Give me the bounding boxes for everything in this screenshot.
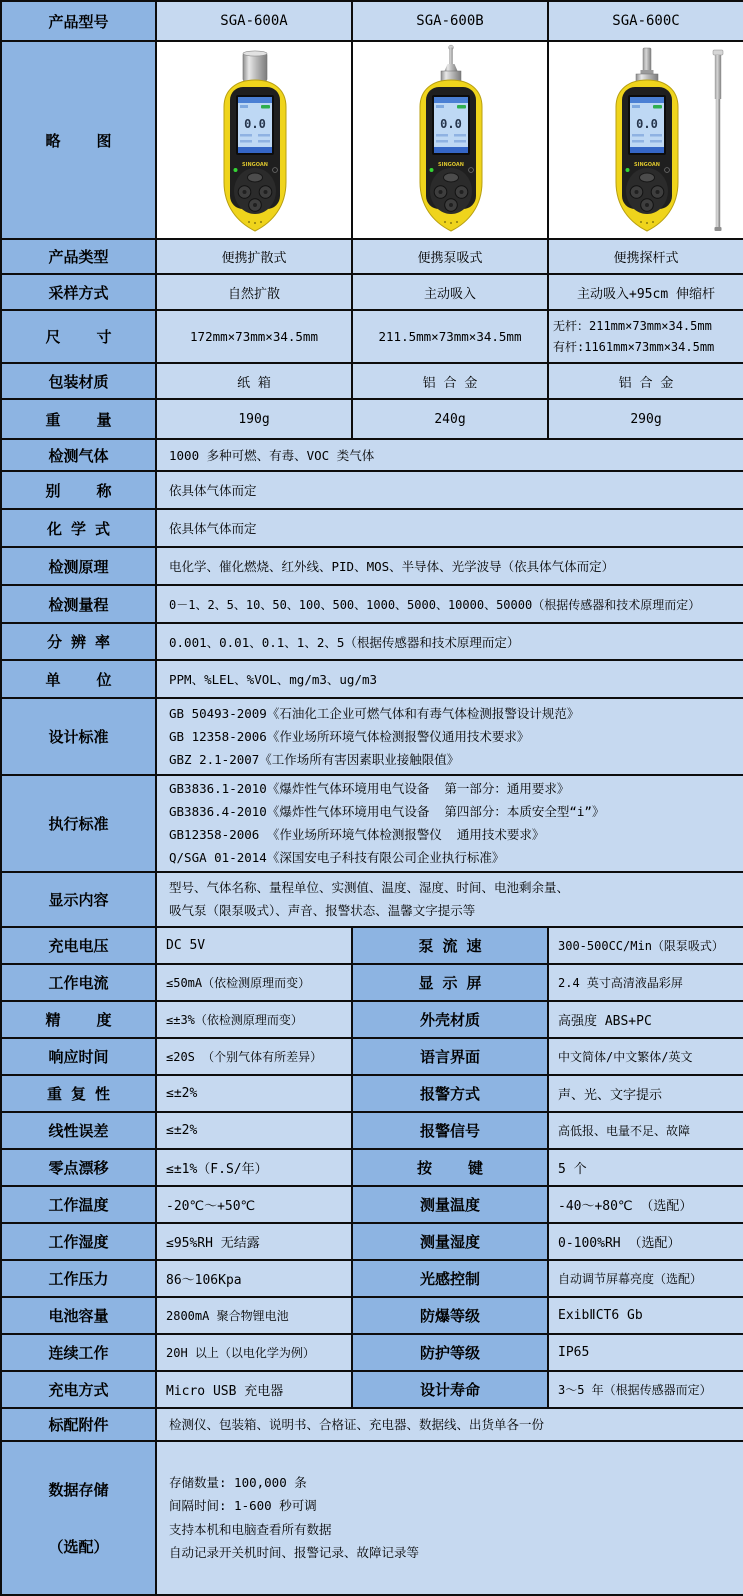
- dimensions-b: 211.5mm×73mm×34.5mm: [352, 310, 548, 363]
- data-storage-line2: 间隔时间: 1-600 秒可调: [169, 1498, 317, 1514]
- model-c: SGA-600C: [548, 1, 743, 41]
- row-display-content: [1, 872, 743, 927]
- range-label: 检测量程: [1, 585, 156, 623]
- working-pressure-value: 86～106Kpa: [156, 1260, 352, 1297]
- row-linearity: [1, 1112, 743, 1149]
- packaging-c: 铝 合 金: [548, 363, 743, 399]
- sampling-a: 自然扩散: [156, 274, 352, 310]
- row-accessories: [1, 1408, 743, 1441]
- row-unit: [1, 660, 743, 698]
- display-content-line2: 吸气泵（限泵吸式）、声音、报警状态、温馨文字提示等: [169, 903, 476, 918]
- row-repeatability: [1, 1075, 743, 1112]
- display-content-line1: 型号、气体名称、量程单位、实测值、温度、湿度、时间、电池剩余量、: [169, 879, 570, 895]
- row-product-type: [1, 239, 743, 274]
- row-sketch: [1, 41, 743, 239]
- weight-c: 290g: [548, 399, 743, 439]
- gas-detector-b-image: [353, 44, 548, 236]
- resolution-value: 0.001、0.01、0.1、1、2、5（根据传感器和技术原理而定）: [156, 623, 743, 660]
- exec-standard-line4: Q/SGA 01-2014《深国安电子科技有限公司企业执行标准》: [169, 850, 505, 866]
- design-life-label: 设计寿命: [352, 1371, 548, 1408]
- device-image-sga600c: [548, 41, 743, 239]
- display-screen-label: 显 示 屏: [352, 964, 548, 1001]
- chem-formula-value: 依具体气体而定: [156, 509, 743, 547]
- linearity-label: 线性误差: [1, 1112, 156, 1149]
- working-humidity-label: 工作湿度: [1, 1223, 156, 1260]
- row-chem-formula: [1, 509, 743, 547]
- data-storage-line1: 存储数量: 100,000 条: [169, 1475, 307, 1491]
- sketch-row-label: 略 图: [1, 41, 156, 239]
- exec-standard-line3: GB12358-2006 《作业场所环境气体检测报警仪 通用技术要求》: [169, 827, 545, 843]
- design-standard-line2: GB 12358-2006《作业场所环境气体检测报警仪通用技术要求》: [169, 728, 530, 744]
- working-current-value: ≤50mA（依检测原理而变）: [156, 964, 352, 1001]
- continuous-work-label: 连续工作: [1, 1334, 156, 1371]
- row-charging-method: [1, 1371, 743, 1408]
- working-temp-value: -20℃～+50℃: [156, 1186, 352, 1223]
- buttons-value: 5 个: [548, 1149, 743, 1186]
- sampling-c: 主动吸入+95cm 伸缩杆: [548, 274, 743, 310]
- dimensions-c-line2: 有杆:1161mm×73mm×34.5mm: [553, 339, 715, 354]
- resolution-label: 分 辨 率: [1, 623, 156, 660]
- row-weight: [1, 399, 743, 439]
- row-range: [1, 585, 743, 623]
- detect-gas-label: 检测气体: [1, 439, 156, 471]
- row-resolution: [1, 623, 743, 660]
- data-storage-value: [156, 1441, 743, 1595]
- weight-label: 重 量: [1, 399, 156, 439]
- product-type-c: 便携探杆式: [548, 239, 743, 274]
- design-standard-line1: GB 50493-2009《石油化工企业可燃气体和有毒气体检测报警设计规范》: [169, 705, 580, 721]
- measure-humidity-value: 0-100%RH （选配）: [548, 1223, 743, 1260]
- exec-standard-value: [156, 775, 743, 872]
- working-current-label: 工作电流: [1, 964, 156, 1001]
- alias-value: 依具体气体而定: [156, 471, 743, 509]
- row-charge-voltage: [1, 927, 743, 964]
- accuracy-label: 精 度: [1, 1001, 156, 1038]
- repeatability-label: 重 复 性: [1, 1075, 156, 1112]
- row-packaging: [1, 363, 743, 399]
- sampling-label: 采样方式: [1, 274, 156, 310]
- row-continuous-work: [1, 1334, 743, 1371]
- pump-flow-label: 泵 流 速: [352, 927, 548, 964]
- linearity-value: ≤±2%: [156, 1112, 352, 1149]
- zero-drift-value: ≤±1%（F.S/年）: [156, 1149, 352, 1186]
- measure-temp-label: 测量温度: [352, 1186, 548, 1223]
- working-pressure-label: 工作压力: [1, 1260, 156, 1297]
- row-data-storage: [1, 1441, 743, 1595]
- device-image-sga600a: [156, 41, 352, 239]
- product-type-label: 产品类型: [1, 239, 156, 274]
- gas-detector-a-image: [157, 44, 352, 236]
- product-type-a: 便携扩散式: [156, 239, 352, 274]
- dimensions-c: [548, 310, 743, 363]
- gas-detector-c-image: [549, 44, 743, 236]
- repeatability-value: ≤±2%: [156, 1075, 352, 1112]
- packaging-a: 纸 箱: [156, 363, 352, 399]
- response-time-label: 响应时间: [1, 1038, 156, 1075]
- light-control-label: 光感控制: [352, 1260, 548, 1297]
- weight-a: 190g: [156, 399, 352, 439]
- response-time-value: ≤20S （个别气体有所差异）: [156, 1038, 352, 1075]
- exec-standard-label: 执行标准: [1, 775, 156, 872]
- accessories-label: 标配附件: [1, 1408, 156, 1441]
- working-temp-label: 工作温度: [1, 1186, 156, 1223]
- row-model: [1, 1, 743, 41]
- pump-flow-value: 300-500CC/Min（限泵吸式）: [548, 927, 743, 964]
- continuous-work-value: 20H 以上（以电化学为例）: [156, 1334, 352, 1371]
- row-working-humidity: [1, 1223, 743, 1260]
- packaging-b: 铝 合 金: [352, 363, 548, 399]
- display-screen-value: 2.4 英寸高清液晶彩屏: [548, 964, 743, 1001]
- device-image-sga600b: [352, 41, 548, 239]
- row-exec-standard: [1, 775, 743, 872]
- design-standard-line3: GBZ 2.1-2007《工作场所有害因素职业接触限值》: [169, 752, 460, 768]
- row-detect-gas: [1, 439, 743, 471]
- row-alias: [1, 471, 743, 509]
- principle-label: 检测原理: [1, 547, 156, 585]
- battery-value: 2800mA 聚合物锂电池: [156, 1297, 352, 1334]
- charge-voltage-label: 充电电压: [1, 927, 156, 964]
- dimensions-a: 172mm×73mm×34.5mm: [156, 310, 352, 363]
- row-sampling: [1, 274, 743, 310]
- range-value: 0－1、2、5、10、50、100、500、1000、5000、10000、50000（根据传感器和技术原理而定）: [156, 585, 743, 623]
- principle-value: 电化学、催化燃烧、红外线、PID、MOS、半导体、光学波导（依具体气体而定）: [156, 547, 743, 585]
- data-storage-line3: 支持本机和电脑查看所有数据: [169, 1521, 332, 1537]
- measure-temp-value: -40～+80℃ （选配）: [548, 1186, 743, 1223]
- detect-gas-value: 1000 多种可燃、有毒、VOC 类气体: [156, 439, 743, 471]
- protection-level-label: 防护等级: [352, 1334, 548, 1371]
- language-value: 中文简体/中文繁体/英文: [548, 1038, 743, 1075]
- display-content-label: 显示内容: [1, 872, 156, 927]
- shell-material-label: 外壳材质: [352, 1001, 548, 1038]
- display-content-value: [156, 872, 743, 927]
- row-working-temp: [1, 1186, 743, 1223]
- protection-level-value: IP65: [548, 1334, 743, 1371]
- model-b: SGA-600B: [352, 1, 548, 41]
- data-storage-label: [1, 1441, 156, 1595]
- alias-label: 别 称: [1, 471, 156, 509]
- charge-voltage-value: DC 5V: [156, 927, 352, 964]
- dimensions-label: 尺 寸: [1, 310, 156, 363]
- working-humidity-value: ≤95%RH 无结露: [156, 1223, 352, 1260]
- shell-material-value: 高强度 ABS+PC: [548, 1001, 743, 1038]
- charging-method-value: Micro USB 充电器: [156, 1371, 352, 1408]
- charging-method-label: 充电方式: [1, 1371, 156, 1408]
- unit-label: 单 位: [1, 660, 156, 698]
- row-accuracy: [1, 1001, 743, 1038]
- weight-b: 240g: [352, 399, 548, 439]
- chem-formula-label: 化 学 式: [1, 509, 156, 547]
- alarm-mode-label: 报警方式: [352, 1075, 548, 1112]
- sampling-b: 主动吸入: [352, 274, 548, 310]
- accuracy-value: ≤±3%（依检测原理而变）: [156, 1001, 352, 1038]
- explosion-proof-value: ExibⅡCT6 Gb: [548, 1297, 743, 1334]
- row-working-current: [1, 964, 743, 1001]
- buttons-label: 按 键: [352, 1149, 548, 1186]
- exec-standard-line1: GB3836.1-2010《爆炸性气体环境用电气设备 第一部分：通用要求》: [169, 781, 570, 796]
- design-standard-value: [156, 698, 743, 775]
- battery-label: 电池容量: [1, 1297, 156, 1334]
- accessories-value: 检测仪、包装箱、说明书、合格证、充电器、数据线、出货单各一份: [156, 1408, 743, 1441]
- data-storage-line4: 自动记录开关机时间、报警记录、故障记录等: [169, 1544, 420, 1560]
- row-working-pressure: [1, 1260, 743, 1297]
- row-response-time: [1, 1038, 743, 1075]
- measure-humidity-label: 测量湿度: [352, 1223, 548, 1260]
- row-zero-drift: [1, 1149, 743, 1186]
- alarm-mode-value: 声、光、文字提示: [548, 1075, 743, 1112]
- row-design-standard: [1, 698, 743, 775]
- light-control-value: 自动调节屏幕亮度（选配）: [548, 1260, 743, 1297]
- row-principle: [1, 547, 743, 585]
- design-life-value: 3～5 年（根据传感器而定）: [548, 1371, 743, 1408]
- model-a: SGA-600A: [156, 1, 352, 41]
- dimensions-c-line1: 无杆：211mm×73mm×34.5mm: [553, 318, 712, 333]
- packaging-label: 包装材质: [1, 363, 156, 399]
- row-dimensions: [1, 310, 743, 363]
- explosion-proof-label: 防爆等级: [352, 1297, 548, 1334]
- row-battery: [1, 1297, 743, 1334]
- model-row-label: 产品型号: [1, 1, 156, 41]
- exec-standard-line2: GB3836.4-2010《爆炸性气体环境用电气设备 第四部分：本质安全型“i”》: [169, 804, 605, 820]
- product-type-b: 便携泵吸式: [352, 239, 548, 274]
- zero-drift-label: 零点漂移: [1, 1149, 156, 1186]
- language-label: 语言界面: [352, 1038, 548, 1075]
- alarm-signal-value: 高低报、电量不足、故障: [548, 1112, 743, 1149]
- alarm-signal-label: 报警信号: [352, 1112, 548, 1149]
- data-storage-label-line2: （选配）: [48, 1537, 109, 1556]
- design-standard-label: 设计标准: [1, 698, 156, 775]
- data-storage-label-line1: 数据存储: [48, 1480, 109, 1499]
- unit-value: PPM、%LEL、%VOL、mg/m3、ug/m3: [156, 660, 743, 698]
